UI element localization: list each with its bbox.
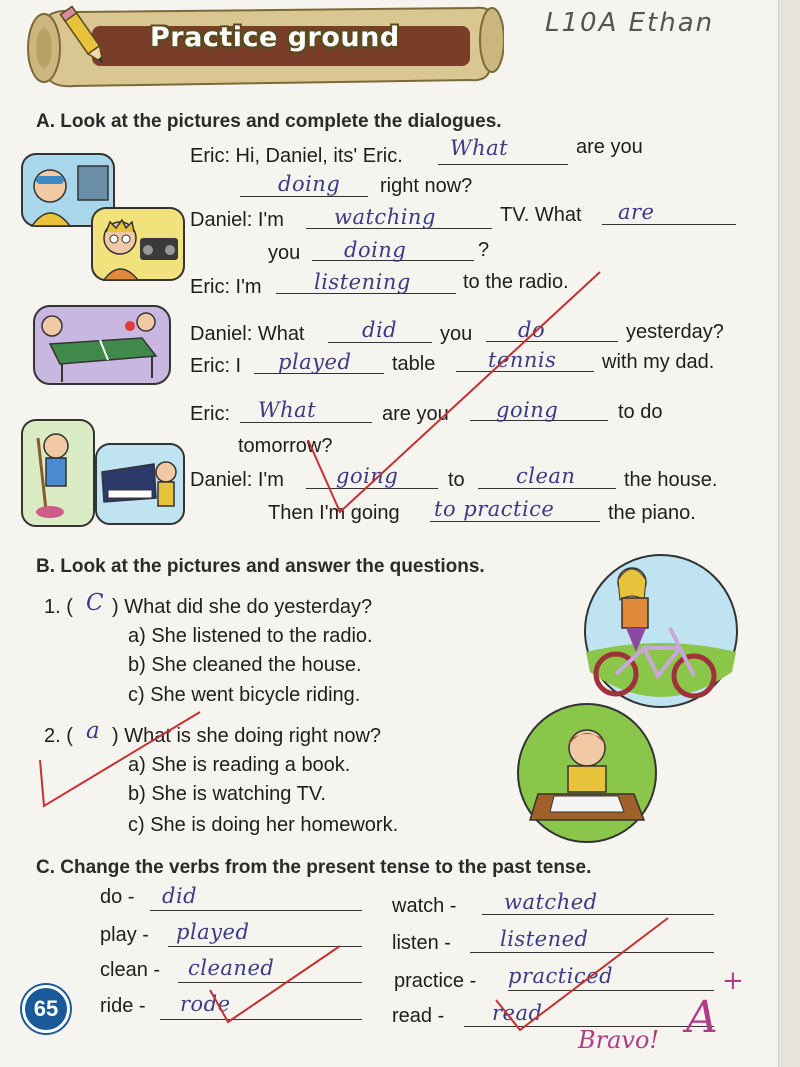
- dialogue-text: Eric: I: [190, 355, 242, 377]
- dialogue-text: right now?: [380, 175, 473, 197]
- verb-play: play -: [100, 924, 149, 946]
- verb-clean: clean -: [100, 959, 161, 981]
- past-tense-answer: cleaned: [188, 956, 275, 980]
- dialogue-text: yesterday?: [626, 321, 724, 343]
- question-2-number: 2. (: [44, 725, 73, 747]
- verb-do: do -: [100, 886, 135, 908]
- handwritten-answer: going: [496, 398, 559, 422]
- girl-riding-bicycle-picture: [582, 552, 740, 710]
- question-2-answer: a: [86, 718, 101, 744]
- section-c-heading: C. Change the verbs from the present tense to the past tense.: [36, 857, 592, 878]
- question-1-option-c: c) She went bicycle riding.: [128, 684, 361, 706]
- answer-blank: [486, 341, 618, 342]
- answer-blank: [240, 422, 372, 423]
- boy-listening-radio-picture: [90, 206, 186, 282]
- page-edge: [778, 0, 800, 1067]
- question-1-answer: C: [86, 590, 105, 616]
- dialogue-text: are you: [576, 136, 643, 158]
- table-tennis-picture: [32, 304, 172, 386]
- dialogue-text: the piano.: [608, 502, 696, 524]
- handwritten-answer: What: [258, 398, 317, 422]
- question-2-option-c: c) She is doing her homework.: [128, 814, 399, 836]
- answer-blank: [160, 1019, 362, 1020]
- boy-playing-piano-picture: [94, 442, 186, 526]
- verb-practice: practice -: [394, 970, 477, 992]
- past-tense-answer: did: [162, 884, 198, 908]
- handwritten-answer: watching: [334, 205, 436, 229]
- teacher-praise: Bravo!: [578, 1026, 660, 1054]
- dialogue-text: to the radio.: [463, 271, 569, 293]
- answer-blank: [482, 914, 714, 915]
- answer-blank: [438, 164, 568, 165]
- question-2-option-b: b) She is watching TV.: [128, 783, 326, 805]
- section-b-heading: B. Look at the pictures and answer the questions.: [36, 556, 485, 577]
- dialogue-text: to do: [618, 401, 663, 423]
- handwritten-answer: played: [278, 350, 352, 374]
- handwritten-answer: to practice: [434, 497, 555, 521]
- past-tense-answer: watched: [504, 890, 598, 914]
- handwritten-answer: did: [362, 318, 398, 342]
- dialogue-text: Eric: I'm: [190, 276, 262, 298]
- past-tense-answer: played: [176, 920, 250, 944]
- handwritten-answer: listening: [314, 270, 411, 294]
- question-1-option-b: b) She cleaned the house.: [128, 654, 362, 676]
- handwritten-answer: What: [450, 136, 509, 160]
- handwritten-answer: do: [518, 318, 546, 342]
- verb-ride: ride -: [100, 995, 146, 1017]
- past-tense-answer: practiced: [508, 964, 614, 988]
- dialogue-text: table: [392, 353, 436, 375]
- handwritten-answer: clean: [516, 464, 576, 488]
- past-tense-answer: listened: [500, 927, 589, 951]
- answer-blank: [602, 224, 736, 225]
- page-title: Practice ground: [150, 22, 400, 53]
- dialogue-line1-text: Eric: Hi, Daniel, its' Eric.: [190, 145, 403, 167]
- teacher-grade: A: [686, 992, 718, 1043]
- dialogue-text: Daniel: What: [190, 323, 305, 345]
- section-a-heading: A. Look at the pictures and complete the dialogues.: [36, 111, 502, 132]
- past-tense-answer: read: [492, 1001, 543, 1025]
- dialogue-text: you: [440, 323, 473, 345]
- dialogue-text: tomorrow?: [238, 435, 333, 457]
- verb-listen: listen -: [392, 932, 451, 954]
- answer-blank: [478, 488, 616, 489]
- dialogue-text: Daniel: I'm: [190, 209, 284, 231]
- answer-blank: [150, 910, 362, 911]
- question-2-text: ) What is she doing right now?: [112, 725, 382, 747]
- dialogue-text: with my dad.: [602, 351, 715, 373]
- dialogue-text: Then I'm going: [268, 502, 400, 524]
- handwritten-answer: are: [618, 200, 655, 224]
- dialogue-text: ?: [478, 239, 490, 261]
- dialogue-text: Daniel: I'm: [190, 469, 284, 491]
- page-number-badge: 65: [22, 985, 70, 1033]
- past-tense-answer: rode: [180, 992, 231, 1016]
- question-1-number: 1. (: [44, 596, 73, 618]
- answer-blank: [328, 342, 432, 343]
- answer-blank: [508, 990, 714, 991]
- handwritten-answer: doing: [278, 172, 341, 196]
- answer-blank: [168, 946, 362, 947]
- answer-blank: [178, 982, 362, 983]
- dialogue-text: are you: [382, 403, 449, 425]
- dialogue-text: you: [268, 242, 301, 264]
- dialogue-text: to: [448, 469, 465, 491]
- handwritten-answer: tennis: [488, 348, 557, 372]
- girl-reading-picture: [514, 702, 660, 844]
- dialogue-text: the house.: [624, 469, 718, 491]
- question-2-option-a: a) She is reading a book.: [128, 754, 351, 776]
- handwritten-answer: going: [336, 464, 399, 488]
- boy-cleaning-picture: [20, 418, 96, 528]
- answer-blank: [306, 488, 438, 489]
- answer-blank: [470, 952, 714, 953]
- handwritten-name: L10A Ethan: [545, 8, 715, 38]
- dialogue-text: Eric:: [190, 403, 230, 425]
- teacher-grade-plus: +: [722, 966, 744, 996]
- verb-watch: watch -: [392, 895, 457, 917]
- verb-read: read -: [392, 1005, 445, 1027]
- question-1-text: ) What did she do yesterday?: [112, 596, 373, 618]
- handwritten-answer: doing: [344, 238, 407, 262]
- answer-blank: [430, 521, 600, 522]
- answer-blank: [240, 196, 368, 197]
- dialogue-text: TV. What: [500, 204, 582, 226]
- pencil-icon: [56, 2, 116, 72]
- question-1-option-a: a) She listened to the radio.: [128, 625, 373, 647]
